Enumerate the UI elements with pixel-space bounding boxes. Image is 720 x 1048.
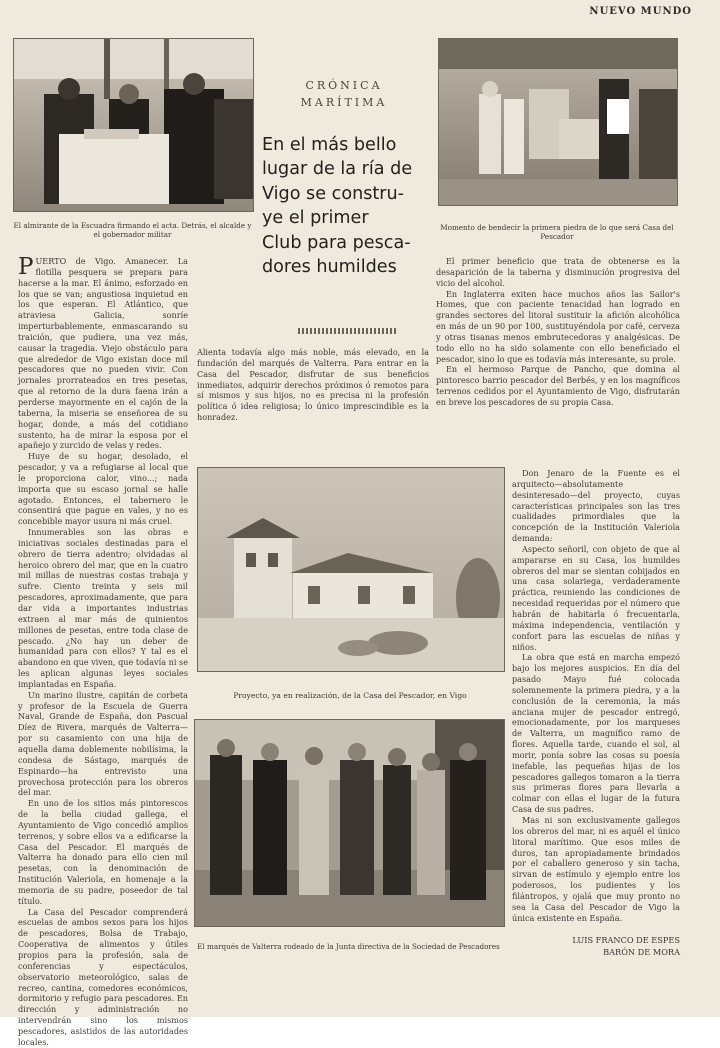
headline-line: lugar de la ría de xyxy=(262,159,413,180)
masthead: NUEVO MUNDO xyxy=(589,6,692,17)
article-paragraph: El primer beneficio que trata de obtenerse es la desaparición de la taberna y disminución progresiva del vicio del alcohol. xyxy=(436,256,680,288)
article-paragraph: En el hermoso Parque de Pancho, que domina al pintoresco barrio pescador del Berbés, y en los magníficos terrenos cedidos por el Ayuntamiento de Vigo, disfrutarán en breve los pescadores de su propia Casa. xyxy=(436,364,680,407)
article-paragraph: Huye de su hogar, desolado, el pescador, y va a refugiarse al local que le proporciona calor, vino...; nada importa que su escaso jornal se halle agotado. Entonces, el tabernero le consentirá que pague en vales, y no es concebible mayor usura ni más cruel. xyxy=(18,451,188,527)
article-paragraph: La Casa del Pescador comprenderá escuelas de ambos sexos para los hijos de pescadores, Bolsa de Trabajo, Cooperativa de alimentos y útiles propios para la profesión, sala de conferencias y espectáculos, observatorio meteorológico, salas de recreo, cantina, comedores económicos, dormitorio y refugio para pescadores. En dirección y administración no intervendrán sino los mismos pescadores, asistidos de las autoridades locales. xyxy=(18,906,188,1047)
article-paragraph: En uno de los sitios más pintorescos de la bella ciudad gallega, el Ayuntamiento de Vigo concedió amplios terrenos, y sobre ellos va a edificarse la Casa del Pescador. El marqués de Valterra ha donado para ello cien mil pesetas, con la denominación de Institución Valeriola, en homenaje a la memoria de su padre, poseedor de tal título. xyxy=(18,798,188,906)
caption-photo-blessing: Momento de bendecir la primera piedra de lo que será Casa del Pescador xyxy=(440,223,674,241)
photo-admiral-signing xyxy=(13,38,254,212)
caption-photo-junta: El marqués de Valterra rodeado de la Junta directiva de la Sociedad de Pescadores xyxy=(197,942,500,951)
photo-blessing-stone xyxy=(438,38,678,206)
author-title: BARÓN DE MORA xyxy=(603,947,680,957)
article-paragraph: Innumerables son las obras e iniciativas sociales destinadas para el obrero de tierra adentro; olvidadas al heroico obrero del mar, que en la cuatro mil millas de nuestras costas trabaja y sufre. Ciento treinta y seis mil pescadores, aproximadamente, que para dar vida a importantes industrias extraen al mar más de quinientos millones de pesetas, entre toda clase de pescado. ¿No hay un deber de humanidad para con ellos? Y tal es el abandono en que viven, que todavía ni se les aplican algunas leyes sociales implantadas en España. xyxy=(18,527,188,689)
article-column-right xyxy=(512,468,680,936)
photo-building-project xyxy=(197,467,505,672)
dropcap: P xyxy=(18,254,34,280)
author-name: LUIS FRANCO DE ESPES xyxy=(572,935,680,945)
article-paragraph: Alienta todavía algo más noble, más elevado, en la fundación del marqués de Valterra. Para entrar en la Casa del Pescador, disfrutar de sus beneficios inmediatos, adquirir derechos próximos ó remotos para sí mismos y sus hijos, no es precisa ni la profesión política ó idea religiosa; lo único imprescindible es la honradez. xyxy=(197,347,429,423)
section-kicker-line1: CRÓNICA xyxy=(305,79,383,92)
headline-line: Vigo se constru- xyxy=(262,183,405,204)
headline-divider xyxy=(298,328,398,334)
photo-junta-directiva xyxy=(194,719,505,927)
lead-word: UERTO xyxy=(35,256,67,266)
section-kicker-line2: MARÍTIMA xyxy=(300,96,388,109)
article-paragraph: Don Jenaro de la Fuente es el arquitecto—absolutamente desinteresado—del proyecto, cuyas características principales son las tres cualidades primordiales que la concepción de la Institución Valeriola demanda: xyxy=(512,468,680,544)
headline xyxy=(262,133,426,279)
article-column-left xyxy=(18,254,188,1047)
article-paragraph xyxy=(18,256,188,451)
headline-line: Club para pesca- xyxy=(262,232,411,253)
caption-photo-building: Proyecto, ya en realización, de la Casa del Pescador, en Vigo xyxy=(233,691,467,700)
headline-line: ye el primer xyxy=(262,208,369,229)
article-paragraph: Aspecto señoril, con objeto de que al ampararse en su Casa, los humildes obreros del mar se sientan cobijados en una casa solariega, verdaderamente práctica, reuniendo las condiciones de necesidad requeridas por el número que habrán de habitarla ó frecuentarla, máxima independencia, ventilación y confort para las escuelas de niñas y niños. xyxy=(512,543,680,652)
article-paragraph: La obra que está en marcha empezó bajo los mejores auspicios. En día del pasado Mayo fué colocada solemnemente la primera piedra, y a la conclusión de la ceremonia, la más anciana mujer de pescador entregó, emocionadamente, por los marqueses de Valterra, un magnífico ramo de flores. Aquella tarde, cuando el sol, al morir, ponía sobre las cosas su poesía inefable, las pequeñas hijas de los pescadores gallegos tomaron a la tierra sus primeras flores para llevarla a colmar con ellas el lugar de la futura Casa de sus padres. xyxy=(512,652,680,815)
article-paragraph: Un marino ilustre, capitán de corbeta y profesor de la Escuela de Guerra Naval, Grande de España, don Pascual Díez de Rivera, marqués de Valterra—por su casamiento con una hija de aquella dama doblemente nobilísima, la condesa de Sástago, marqués de Espinardo—ha entrevisto una provechosa protección para los obreros del mar. xyxy=(18,689,188,798)
article-paragraph: En Inglaterra exiten hace muchos años las Sailor's Homes, que con paciente tenacidad han logrado en grandes sectores del litoral sustituir la afición alcohólica en más de un 90 por 100, sustituyéndola por café, cerveza y otras tisanas menos embrutecedoras y analgésicas. De todo ello no ha sido solamente con ello beneficiado el pescador, sino lo que es todavía más interesante, su prole. xyxy=(436,288,680,364)
article-column-right-top xyxy=(436,256,680,466)
paragraph-text: de Vigo. Amanecer. La flotilla pesquera se prepara para hacerse a la mar. El ánimo, esforzado en los que se van; angustiosa inquietud en los que esperan. El Atlántico, que atraviesa Galicia, sonríe imperturbablemente, enmascarando su traición, que pudiera, una vez más, causar la tragedia. Viejo obstáculo para que alrededor de Vigo existan doce mil pescadores que no pueden vivir. Con jornales prorrateados en tres pesetas, que al retorno de la dura faena irán a perderse mayormente en el cajón de la taberna, la miseria se enseñorea de su hogar, donde, a más del cotidiano sustento, ha de mirar la esposa por el apañejo y zurcido de velas y redes. xyxy=(18,256,188,451)
headline-line: En el más bello xyxy=(262,135,397,155)
headline-line: dores humildes xyxy=(262,257,397,278)
article-column-middle xyxy=(197,347,429,465)
caption-photo-admiral: El almirante de la Escuadra firmando el acta. Detrás, el alcalde y el gobernador militar xyxy=(13,221,252,239)
article-paragraph: Mas ni son exclusivamente gallegos los obreros del mar, ni es aquél el único litoral marítimo. Que esos miles de duros, tan apropiadamente brindados por el caballero generoso y sin tacha, sirvan de estímulo y ejemplo entre los poderosos, los pudientes y los filántropos, y ojalá que muy pronto no sea la Casa del Pescador de Vigo la única existente en España. xyxy=(512,815,680,923)
